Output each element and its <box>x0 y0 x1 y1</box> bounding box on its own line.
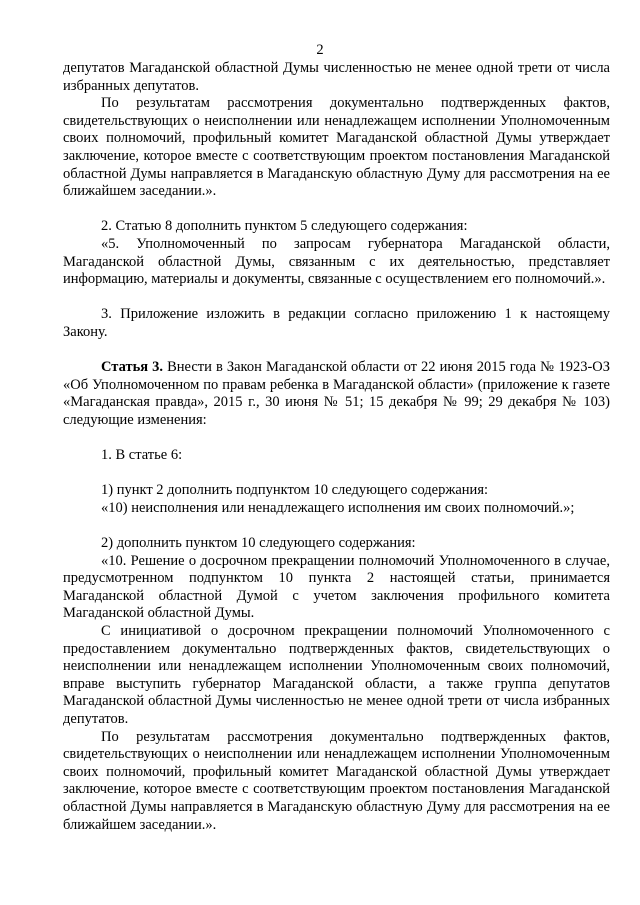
paragraph <box>63 553 610 623</box>
paragraph-text: «5. Уполномоченный по запросам губернатора Магаданской области, Магаданской областной Думы, связанным с их деятельностью, представляет информацию, материалы и документы, связанные с осуществлением его полномочий.». <box>63 235 610 288</box>
paragraph-spacer <box>63 201 610 219</box>
paragraph-text: «10) неисполнения или ненадлежащего исполнения им своих полномочий.»; <box>101 499 575 516</box>
paragraph-text: По результатам рассмотрения документально подтвержденных фактов, свидетельствующих о неисполнении или ненадлежащем исполнении Уполномоченным своих полномочий, профильный комитет Магаданской областной Думы утверждает заключение, которое вместе с соответствующим проектом постановления Магаданской областной Думы направляется в Магаданскую областную Думу для рассмотрения на ее ближайшем заседании.». <box>63 728 610 833</box>
paragraph-text: 2) дополнить пунктом 10 следующего содержания: <box>101 535 416 552</box>
paragraph <box>63 306 610 341</box>
paragraph-text: С инициативой о досрочном прекращении полномочий Уполномоченного с предоставлением документально подтвержденных фактов, свидетельствующих о неисполнении или ненадлежащем исполнении Уполномоченным своих полномочий, вправе выступить губернатор Магаданской области, а также группа депутатов Магаданской областной Думы численностью не менее одной трети от числа избранных депутатов. <box>63 623 610 727</box>
paragraph-text: 1) пункт 2 дополнить подпунктом 10 следующего содержания: <box>101 482 489 499</box>
paragraph-text: «10. Решение о досрочном прекращении полномочий Уполномоченного в случае, предусмотренном подпунктом 10 пункта 2 настоящей статьи, принимается Магаданской областной Думой с учетом заключения профильного комитета Магаданской областной Думы. <box>63 552 610 622</box>
page-number: 2 <box>316 42 324 58</box>
paragraph <box>63 729 610 835</box>
paragraph <box>63 359 610 429</box>
paragraph-text: По результатам рассмотрения документально подтвержденных фактов, свидетельствующих о неисполнении или ненадлежащем исполнении Уполномоченным своих полномочий, профильный комитет Магаданской областной Думы утверждает заключение, которое вместе с соответствующим проектом постановления Магаданской областной Думы направляется в Магаданскую областную Думу для рассмотрения на ее ближайшем заседании.». <box>63 95 610 200</box>
paragraph <box>63 218 610 236</box>
paragraph-spacer <box>63 465 610 483</box>
paragraph <box>63 535 610 553</box>
paragraph <box>63 60 610 95</box>
paragraph <box>63 482 610 500</box>
paragraph-spacer <box>63 517 610 535</box>
paragraph <box>63 623 610 729</box>
paragraph-text: 3. Приложение изложить в редакции согласно приложению 1 к настоящему Закону. <box>63 306 610 340</box>
paragraph-spacer <box>63 429 610 447</box>
paragraph <box>63 500 610 518</box>
paragraph-text: Внести в Закон Магаданской области от 22 июня 2015 года № 1923-ОЗ «Об Уполномоченном по правам ребенка в Магаданской области» (приложение к газете «Магаданская правда», 2015 г., 30 июня № 51; 15 декабря № 99; 29 декабря № 103) следующие изменения: <box>63 359 611 428</box>
paragraph-text: 1. В статье 6: <box>101 447 183 464</box>
paragraph-spacer <box>63 289 610 307</box>
paragraph-text: 2. Статью 8 дополнить пунктом 5 следующего содержания: <box>101 218 468 235</box>
paragraph-spacer <box>63 342 610 360</box>
article-heading: Статья 3. <box>101 359 164 376</box>
paragraph <box>63 236 610 289</box>
paragraph-text: депутатов Магаданской областной Думы численностью не менее одной трети от числа избранных депутатов. <box>63 60 610 94</box>
paragraph <box>63 447 610 465</box>
paragraph <box>63 95 610 201</box>
document-body <box>63 60 610 834</box>
